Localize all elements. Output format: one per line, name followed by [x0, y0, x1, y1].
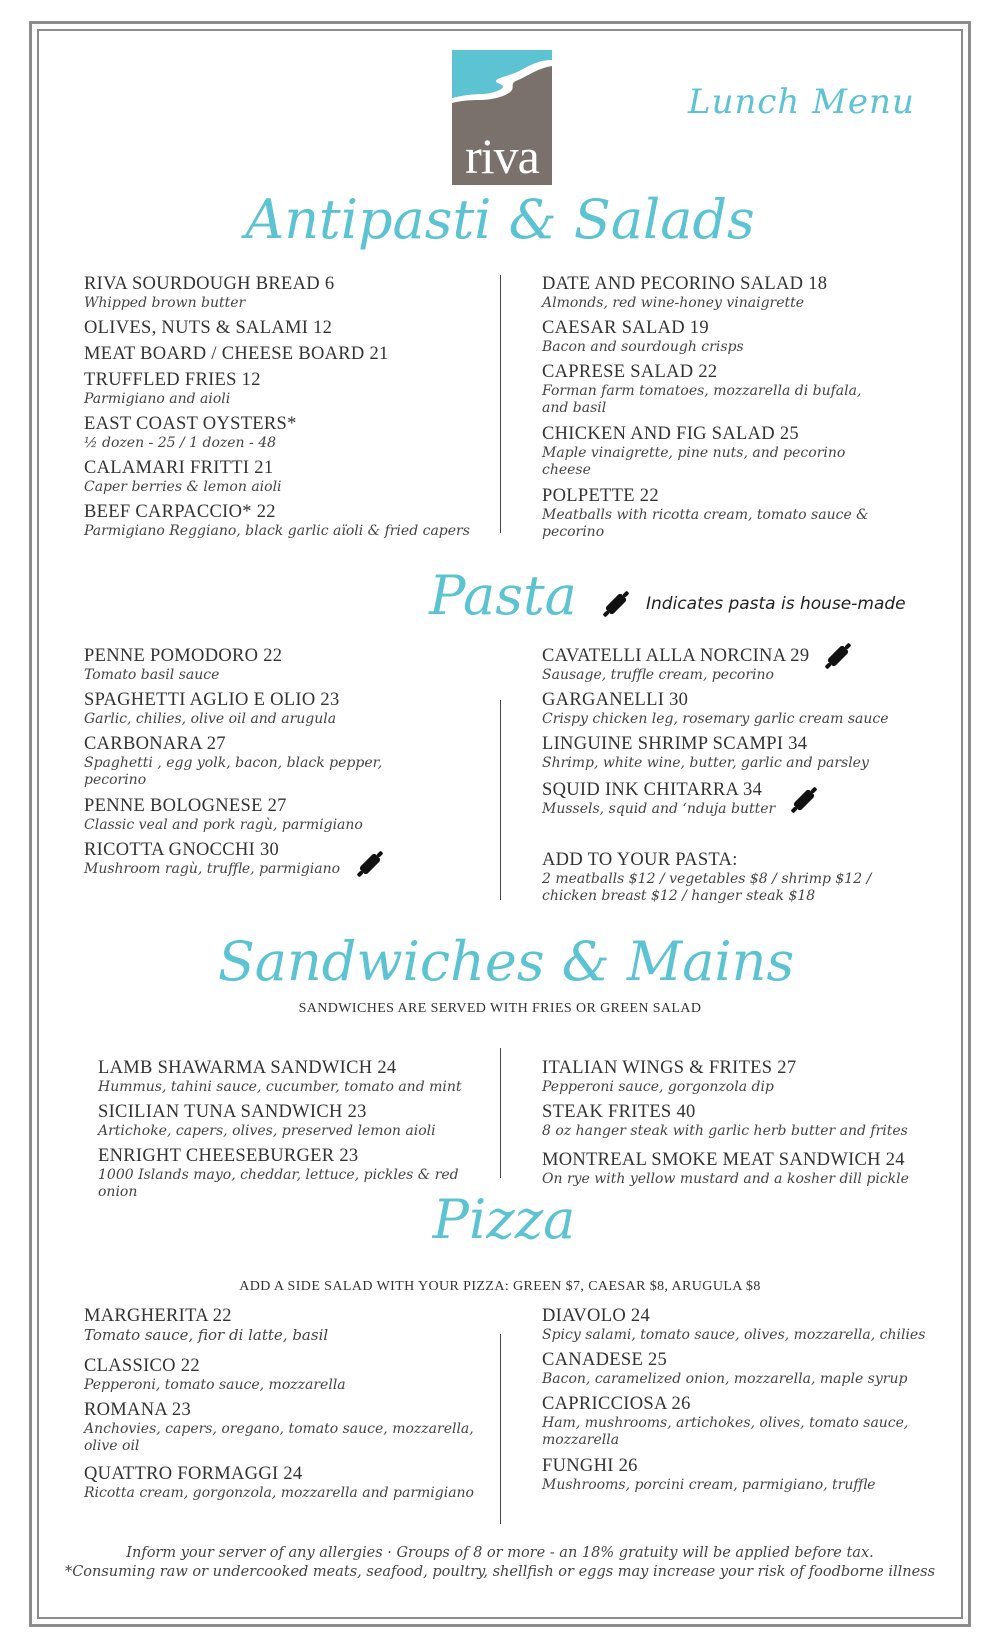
menu-item: ENRIGHT CHEESEBURGER 23 1000 Islands mayo, cheddar, lettuce, pickles & red onion: [98, 1146, 459, 1200]
menu-item: CARBONARA 27 Spaghetti , egg yolk, bacon, black pepper, pecorino: [84, 734, 383, 788]
menu-item: STEAK FRITES 40 8 oz hanger steak with garlic herb butter and frites: [542, 1102, 908, 1139]
menu-item: CALAMARI FRITTI 21 Caper berries & lemon aioli: [84, 458, 282, 495]
pasta-add-ons: ADD TO YOUR PASTA: 2 meatballs $12 / vegetables $8 / shrimp $12 / chicken breast $12 / hanger steak $18: [542, 850, 872, 904]
pizza-subtitle: ADD A SIDE SALAD WITH YOUR PIZZA: GREEN $7, CAESAR $8, ARUGULA $8: [239, 1279, 761, 1294]
menu-item: CAESAR SALAD 19 Bacon and sourdough crisps: [542, 318, 744, 355]
menu-item: SQUID INK CHITARRA 34 Mussels, squid and ‘nduja butter: [542, 780, 776, 817]
menu-item: CHICKEN AND FIG SALAD 25 Maple vinaigrette, pine nuts, and pecorino cheese: [542, 424, 846, 478]
menu-item: LAMB SHAWARMA SANDWICH 24 Hummus, tahini sauce, cucumber, tomato and mint: [98, 1058, 462, 1095]
section-title-antipasti: Antipasti & Salads: [245, 188, 755, 251]
menu-item: PENNE BOLOGNESE 27 Classic veal and pork ragù, parmigiano: [84, 796, 363, 833]
menu-item: MEAT BOARD / CHEESE BOARD 21: [84, 344, 389, 364]
menu-item: CAVATELLI ALLA NORCINA 29 Sausage, truffle cream, pecorino: [542, 646, 810, 683]
column-divider: [500, 700, 501, 900]
menu-item: CAPRESE SALAD 22 Forman farm tomatoes, mozzarella di bufala, and basil: [542, 362, 862, 416]
column-divider: [500, 1048, 501, 1178]
section-title-mains: Sandwiches & Mains: [217, 930, 795, 993]
house-made-note: Indicates pasta is house-made: [646, 594, 906, 614]
menu-item: MONTREAL SMOKE MEAT SANDWICH 24 On rye with yellow mustard and a kosher dill pickle: [542, 1150, 909, 1187]
rolling-pin-icon: [352, 846, 388, 882]
rolling-pin-icon: [786, 782, 822, 818]
menu-item: EAST COAST OYSTERS* ½ dozen - 25 / 1 dozen - 48: [84, 414, 297, 451]
column-divider: [500, 1334, 501, 1524]
menu-item: DIAVOLO 24 Spicy salami, tomato sauce, olives, mozzarella, chilies: [542, 1306, 926, 1343]
lunch-menu-title: Lunch Menu: [688, 82, 915, 122]
menu-item: CLASSICO 22 Pepperoni, tomato sauce, mozzarella: [84, 1356, 346, 1393]
menu-item: TRUFFLED FRIES 12 Parmigiano and aioli: [84, 370, 261, 407]
column-divider: [500, 275, 501, 533]
menu-item: RICOTTA GNOCCHI 30 Mushroom ragù, truffle, parmigiano: [84, 840, 341, 877]
menu-item: SICILIAN TUNA SANDWICH 23 Artichoke, capers, olives, preserved lemon aioli: [98, 1102, 436, 1139]
menu-item: FUNGHI 26 Mushrooms, porcini cream, parmigiano, truffle: [542, 1456, 876, 1493]
menu-item: LINGUINE SHRIMP SCAMPI 34 Shrimp, white wine, butter, garlic and parsley: [542, 734, 869, 771]
logo-wordmark: riva: [465, 128, 539, 184]
menu-item: CAPRICCIOSA 26 Ham, mushrooms, artichokes, olives, tomato sauce, mozzarella: [542, 1394, 909, 1448]
menu-item: ITALIAN WINGS & FRITES 27 Pepperoni sauce, gorgonzola dip: [542, 1058, 797, 1095]
mains-subtitle: SANDWICHES ARE SERVED WITH FRIES OR GREEN SALAD: [298, 1001, 702, 1016]
menu-item: OLIVES, NUTS & SALAMI 12: [84, 318, 333, 338]
menu-item: ROMANA 23 Anchovies, capers, oregano, tomato sauce, mozzarella, olive oil: [84, 1400, 474, 1454]
menu-item: GARGANELLI 30 Crispy chicken leg, rosemary garlic cream sauce: [542, 690, 889, 727]
rolling-pin-icon: [598, 586, 634, 622]
riva-logo: [452, 50, 552, 185]
menu-item: POLPETTE 22 Meatballs with ricotta cream, tomato sauce & pecorino: [542, 486, 869, 540]
menu-item: MARGHERITA 22 Tomato sauce, fior di latte, basil: [84, 1306, 329, 1344]
menu-item: QUATTRO FORMAGGI 24 Ricotta cream, gorgonzola, mozzarella and parmigiano: [84, 1464, 474, 1501]
rolling-pin-icon: [820, 638, 856, 674]
section-title-pizza: Pizza: [432, 1188, 576, 1251]
menu-item: CANADESE 25 Bacon, caramelized onion, mozzarella, maple syrup: [542, 1350, 908, 1387]
menu-item: PENNE POMODORO 22 Tomato basil sauce: [84, 646, 283, 683]
menu-item: BEEF CARPACCIO* 22 Parmigiano Reggiano, black garlic aïoli & fried capers: [84, 502, 470, 539]
section-title-pasta: Pasta: [429, 564, 577, 627]
footer-allergy-note: Inform your server of any allergies · Groups of 8 or more - an 18% gratuity will be applied before tax.: [126, 1545, 874, 1561]
menu-item: DATE AND PECORINO SALAD 18 Almonds, red wine-honey vinaigrette: [542, 274, 828, 311]
menu-item: RIVA SOURDOUGH BREAD 6 Whipped brown butter: [84, 274, 335, 311]
menu-item: SPAGHETTI AGLIO E OLIO 23 Garlic, chilies, olive oil and arugula: [84, 690, 340, 727]
footer-raw-food-warning: *Consuming raw or undercooked meats, seafood, poultry, shellfish or eggs may increase your risk of foodborne illness: [64, 1564, 936, 1580]
